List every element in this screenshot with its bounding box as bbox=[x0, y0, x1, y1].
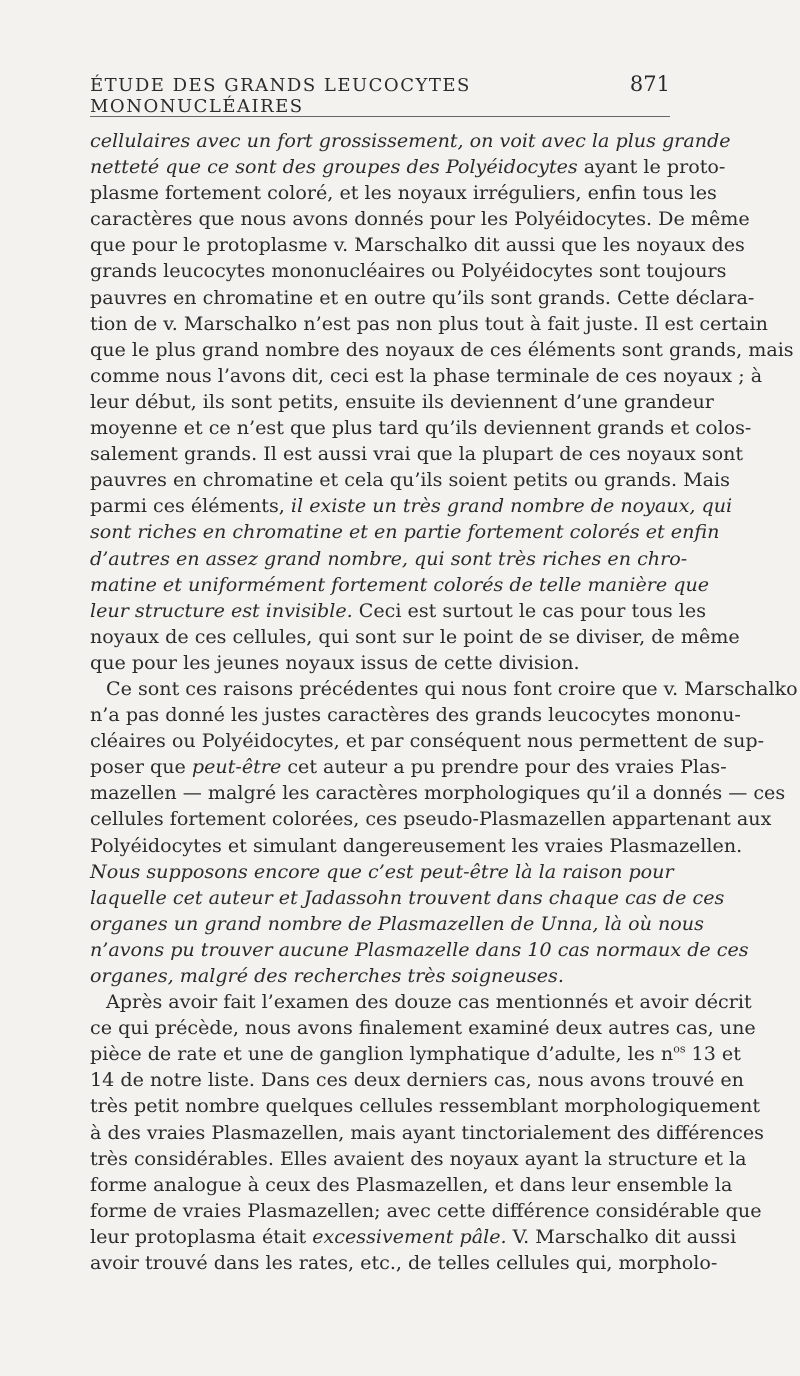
text-span: noyaux de ces cellules, qui sont sur le point de se diviser, de même bbox=[90, 624, 740, 648]
text-span: netteté que ce sont des groupes des Polyéidocytes bbox=[90, 155, 578, 179]
text-line bbox=[90, 1224, 737, 1250]
text-span: avoir trouvé dans les rates, etc., de telles cellules qui, morpholo- bbox=[90, 1251, 718, 1275]
text-span: Ceci est surtout le cas pour tous les bbox=[352, 598, 706, 622]
text-line bbox=[90, 885, 725, 911]
text-span: n’a pas donné les justes caractères des grands leucocytes mononu- bbox=[90, 703, 741, 727]
text-line bbox=[90, 650, 670, 676]
text-span: cellules fortement colorées, ces pseudo-Plasmazellen appartenant aux bbox=[90, 807, 772, 831]
text-span: pauvres en chromatine et cela qu’ils soient petits ou grands. Mais bbox=[90, 468, 730, 492]
text-span: Polyéidocytes et simulant dangereusement les vraies Plasmazellen. bbox=[90, 833, 743, 857]
text-span: forme de vraies Plasmazellen; avec cette différence considérable que bbox=[90, 1198, 762, 1222]
text-line bbox=[90, 1067, 744, 1093]
text-span: ayant le proto- bbox=[577, 155, 726, 179]
text-span: matine et uniformément fortement colorés de telle manière que bbox=[90, 572, 710, 596]
text-span: ce qui précède, nous avons finalement examiné deux autres cas, une bbox=[90, 1016, 756, 1040]
text-span: 14 de notre liste. Dans ces deux derniers cas, nous avons trouvé en bbox=[90, 1068, 744, 1092]
text-line bbox=[90, 1146, 747, 1172]
text-line bbox=[90, 702, 741, 728]
text-span: très considérables. Elles avaient des noyaux ayant la structure et la bbox=[90, 1146, 747, 1170]
text-line bbox=[90, 206, 750, 232]
text-span: Nous supposons encore que c’est peut-être là la raison pour bbox=[90, 859, 674, 883]
text-span: parmi ces éléments, bbox=[90, 494, 291, 518]
text-span: très petit nombre quelques cellules ressemblant morphologiquement bbox=[90, 1094, 761, 1118]
text-line bbox=[90, 728, 765, 754]
text-span: comme nous l’avons dit, ceci est la phase terminale de ces noyaux ; à bbox=[90, 363, 763, 387]
text-line bbox=[90, 1250, 718, 1276]
text-span: laquelle cet auteur et Jadassohn trouvent dans chaque cas de ces bbox=[90, 885, 725, 909]
text-line bbox=[90, 780, 786, 806]
text-span: excessivement pâle. bbox=[312, 1224, 507, 1248]
text-line bbox=[90, 546, 688, 572]
text-line bbox=[90, 624, 740, 650]
text-span: organes, malgré des recherches très soigneuses. bbox=[90, 964, 564, 987]
text-line bbox=[90, 1198, 762, 1224]
body-text bbox=[90, 128, 798, 1276]
text-span: que le plus grand nombre des noyaux de ces éléments sont grands, mais bbox=[90, 337, 794, 361]
text-line bbox=[90, 441, 744, 467]
header-rule bbox=[90, 116, 670, 117]
text-span: organes un grand nombre de Plasmazellen de Unna, là où nous bbox=[90, 911, 704, 935]
text-line bbox=[90, 833, 743, 859]
text-line bbox=[90, 285, 755, 311]
text-line bbox=[90, 989, 752, 1015]
text-span: caractères que nous avons donnés pour les Polyéidocytes. De même bbox=[90, 207, 750, 231]
text-span: sont riches en chromatine et en partie fortement colorés et enfin bbox=[90, 520, 720, 544]
text-line bbox=[90, 337, 794, 363]
text-span: leur protoplasma était bbox=[90, 1224, 313, 1248]
text-span: peut-être bbox=[191, 755, 282, 779]
text-line bbox=[90, 1015, 756, 1041]
text-line bbox=[90, 519, 720, 545]
text-span: cellulaires avec un fort grossissement, on voit avec la plus grande bbox=[90, 129, 731, 152]
text-line bbox=[90, 389, 714, 415]
text-line bbox=[90, 154, 726, 180]
text-line bbox=[90, 1120, 764, 1146]
running-header bbox=[90, 72, 670, 117]
text-line bbox=[90, 258, 727, 284]
text-line bbox=[90, 311, 768, 337]
text-span: pièce de rate et une de ganglion lymphatique d’adulte, les n bbox=[90, 1042, 674, 1066]
text-span: 13 et bbox=[685, 1042, 741, 1066]
text-line bbox=[90, 128, 731, 154]
text-span: salement grands. Il est aussi vrai que la plupart de ces noyaux sont bbox=[90, 442, 744, 466]
text-line bbox=[90, 572, 710, 598]
text-span: que pour le protoplasme v. Marschalko dit aussi que les noyaux des bbox=[90, 233, 745, 257]
text-span: leur structure est invisible. bbox=[90, 598, 353, 622]
page-number: 871 bbox=[629, 72, 670, 96]
text-span: plasme fortement coloré, et les noyaux irréguliers, enfin tous les bbox=[90, 181, 717, 205]
text-line bbox=[90, 754, 727, 780]
text-span: moyenne et ce n’est que plus tard qu’ils deviennent grands et colos- bbox=[90, 416, 752, 440]
text-line bbox=[90, 1172, 733, 1198]
text-line bbox=[90, 467, 730, 493]
text-span: d’autres en assez grand nombre, qui sont très riches en chro- bbox=[90, 546, 688, 570]
text-span: que pour les jeunes noyaux issus de cette division. bbox=[90, 650, 580, 674]
text-line bbox=[90, 493, 733, 519]
text-line bbox=[90, 676, 798, 702]
text-line bbox=[90, 598, 706, 624]
text-line bbox=[90, 180, 717, 206]
text-span: forme analogue à ceux des Plasmazellen, et dans leur ensemble la bbox=[90, 1172, 733, 1196]
text-line bbox=[90, 1041, 741, 1067]
text-span: poser que bbox=[90, 755, 192, 779]
text-line bbox=[90, 859, 674, 885]
text-span: V. Marschalko dit aussi bbox=[506, 1224, 737, 1248]
text-line bbox=[90, 911, 704, 937]
text-line bbox=[90, 1093, 761, 1119]
text-span: leur début, ils sont petits, ensuite ils deviennent d’une grandeur bbox=[90, 389, 714, 413]
text-line bbox=[90, 963, 670, 989]
text-line bbox=[90, 363, 763, 389]
superscript: os bbox=[673, 1042, 686, 1056]
text-line bbox=[90, 415, 752, 441]
text-span: à des vraies Plasmazellen, mais ayant tinctorialement des différences bbox=[90, 1120, 764, 1144]
text-span: il existe un très grand nombre de noyaux, qui bbox=[290, 494, 733, 518]
text-span: cet auteur a pu prendre pour des vraies Plas- bbox=[281, 755, 727, 779]
text-span: tion de v. Marschalko n’est pas non plus tout à fait juste. Il est certain bbox=[90, 311, 768, 335]
text-line bbox=[90, 806, 772, 832]
running-title: ÉTUDE DES GRANDS LEUCOCYTES MONONUCLÉAIRES bbox=[90, 75, 471, 117]
text-span: cléaires ou Polyéidocytes, et par conséquent nous permettent de sup- bbox=[90, 729, 765, 753]
text-span: grands leucocytes mononucléaires ou Polyéidocytes sont toujours bbox=[90, 259, 727, 283]
text-span: n’avons pu trouver aucune Plasmazelle dans 10 cas normaux de ces bbox=[90, 937, 749, 961]
text-line bbox=[90, 232, 745, 258]
text-span: Après avoir fait l’examen des douze cas mentionnés et avoir décrit bbox=[106, 990, 752, 1014]
text-span: pauvres en chromatine et en outre qu’ils sont grands. Cette déclara- bbox=[90, 285, 755, 309]
text-span: Ce sont ces raisons précédentes qui nous font croire que v. Marschalko bbox=[106, 676, 798, 700]
text-span: mazellen — malgré les caractères morphologiques qu’il a donnés — ces bbox=[90, 781, 786, 805]
text-line bbox=[90, 937, 749, 963]
